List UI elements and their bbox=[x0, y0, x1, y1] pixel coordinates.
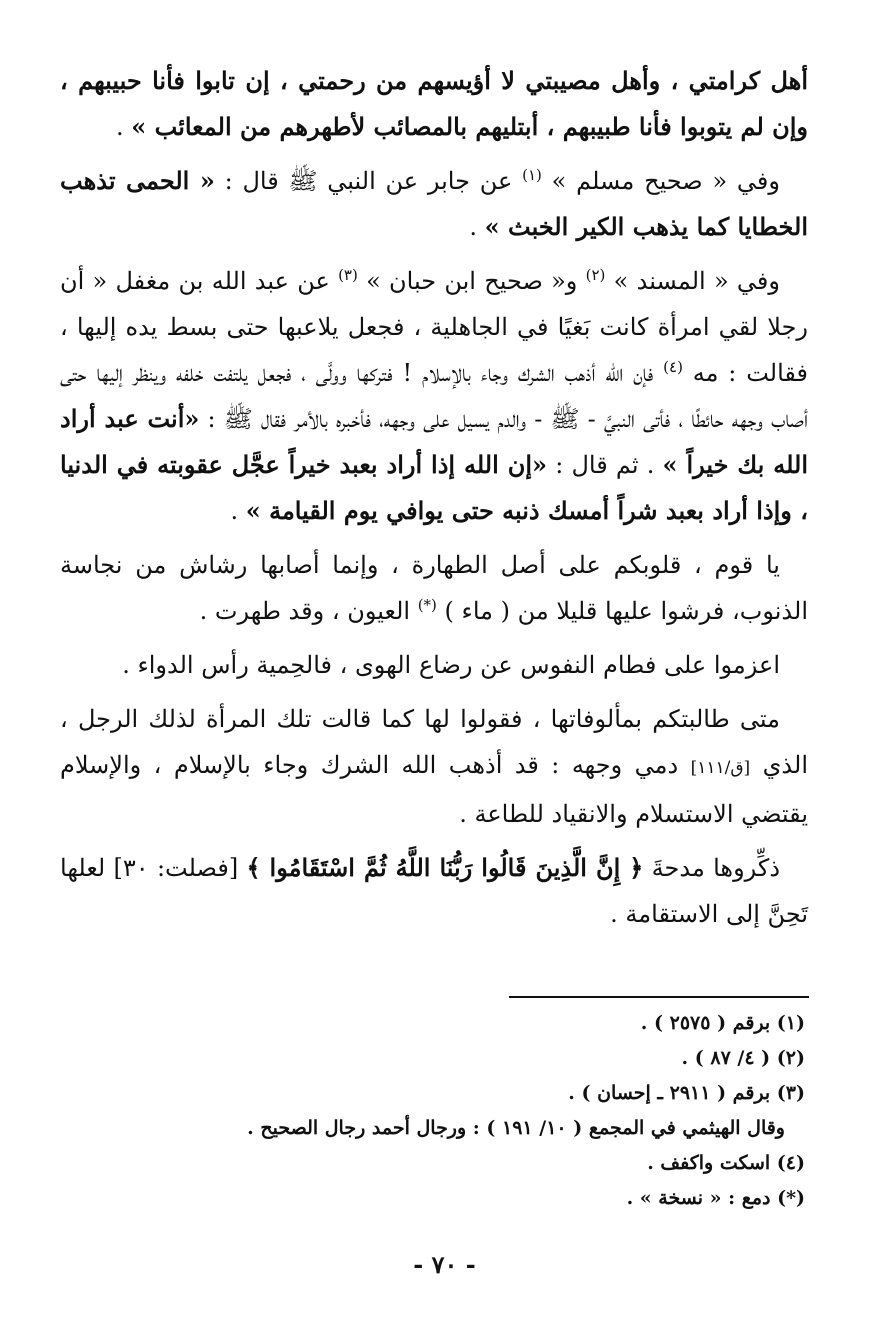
text-run: دمي وجهه : قد أذهب الله الشرك وجاء بالإسلام ، والإسلام يقتضي الاستسلام والانقياد للطاعة . bbox=[60, 751, 808, 828]
hadith-quote: «إن الله إذا أراد بعبد خيراً عجَّل عقوبته في الدنيا ، وإذا أراد بعبد شراً أمسك ذنبه حتى يوافي يوم القيامة » bbox=[60, 450, 808, 525]
footnote-marker: (١) bbox=[522, 166, 542, 184]
footnote-3: (٣) برقم ( ٢٩١١ ـ إحسان ) . bbox=[568, 1082, 805, 1104]
footnote-marker: (٣) bbox=[338, 266, 358, 284]
paragraph-6 bbox=[60, 696, 808, 837]
paragraph-5 bbox=[60, 642, 808, 688]
text-run: ذكِّروها مدحةَ bbox=[643, 854, 781, 882]
text-run: العيون ، وقد طهرت . bbox=[199, 597, 418, 625]
page-number: - ٧٠ - bbox=[413, 1250, 476, 1279]
main-text bbox=[60, 58, 808, 945]
text-run: و« صحيح ابن حبان » bbox=[357, 267, 586, 295]
text-run: [فصلت: ٣٠] لعلها تَحِنَّ إلى الاستقامة . bbox=[60, 854, 808, 928]
footnote-1: (١) برقم ( ٢٥٧٥ ) . bbox=[640, 1012, 805, 1034]
paragraph-7 bbox=[60, 845, 808, 937]
paragraph-1 bbox=[60, 58, 808, 150]
hadith-quote: أهل كرامتي ، وأهل مصيبتي لا أؤيسهم من رحمتي ، إن تابوا فأنا حبيبهم ، وإن لم يتوبوا فأنا طبيبهم ، أبتليهم بالمصائب لأطهرهم من المعائب » bbox=[60, 66, 808, 141]
paragraph-2 bbox=[60, 158, 808, 250]
footnote-marker: (٢) bbox=[585, 266, 606, 284]
footnote-marker: (٤) bbox=[663, 358, 683, 376]
footnote-2: (٢) ( ٤/ ٨٧ ) . bbox=[681, 1047, 805, 1069]
text-run: . bbox=[469, 213, 485, 241]
footnote-marker: (*) bbox=[417, 596, 437, 614]
text-run: متى طالبتكم بمألوفاتها ، فقولوا لها كما قالت تلك المرأة لذلك الرجل ، الذي bbox=[60, 705, 808, 779]
text-run: اعزموا على فطام النفوس عن رضاع الهوى ، فالحِمية رأس الدواء . bbox=[122, 651, 780, 679]
hadith-quote: «أنت عبد أراد الله بك خيراً » bbox=[60, 404, 808, 479]
hadith-quote: « الحمى تذهب الخطايا كما يذهب الكير الخبث » bbox=[60, 166, 808, 241]
footnote-4: (٤) اسكت واكفف . bbox=[647, 1152, 805, 1174]
paragraph-3 bbox=[60, 258, 808, 534]
text-run: . ثم قال : bbox=[547, 451, 663, 479]
quran-verse: ﴿ إِنَّ الَّذِينَ قَالُوا رَبُّنَا اللَّهُ ثُمَّ اسْتَقَامُوا ﴾ bbox=[246, 853, 644, 882]
paragraph-4 bbox=[60, 542, 808, 634]
text-run: . bbox=[116, 113, 132, 141]
footnote-star: (*) دمع : « نسخة » . bbox=[626, 1187, 805, 1209]
footnotes bbox=[105, 1006, 805, 1216]
text-run: عن جابر عن النبي ﷺ قال : bbox=[214, 167, 523, 195]
text-run: وفي « صحيح مسلم » bbox=[541, 167, 780, 195]
text-run: . bbox=[230, 497, 246, 525]
manuscript-reference: [ق/١١١] bbox=[690, 758, 751, 778]
text-run: وفي « المسند » bbox=[605, 267, 780, 295]
footnote-3-continuation: وقال الهيثمي في المجمع ( ١٠/ ١٩١ ) : ورجال أحمد رجال الصحيح . bbox=[247, 1117, 785, 1139]
text-run: يا قوم ، قلوبكم على أصل الطهارة ، وإنما أصابها رشاش من نجاسة الذنوب، فرشوا عليها قليلا من ( ماء ) bbox=[60, 551, 808, 625]
text-run: فإن الله أذهب الشرك وجاء بالإسلام ! فتركها وولَّى ، فجعل يلتفت خلفه وينظر إليها حتى أصاب وجهه حائطًا ، فأتى النبيَّ - ﷺ - والدم يسيل على وجهه، فأخبره بالأمر فقال ﷺ : bbox=[60, 359, 809, 433]
text-run: عن عبد الله بن مغفل « أن رجلا لقي امرأة كانت بَغيًا في الجاهلية ، فجعل يلاعبها حتى بسط يده إليها ، فقالت : مه bbox=[60, 267, 808, 387]
footnote-divider bbox=[509, 996, 809, 998]
